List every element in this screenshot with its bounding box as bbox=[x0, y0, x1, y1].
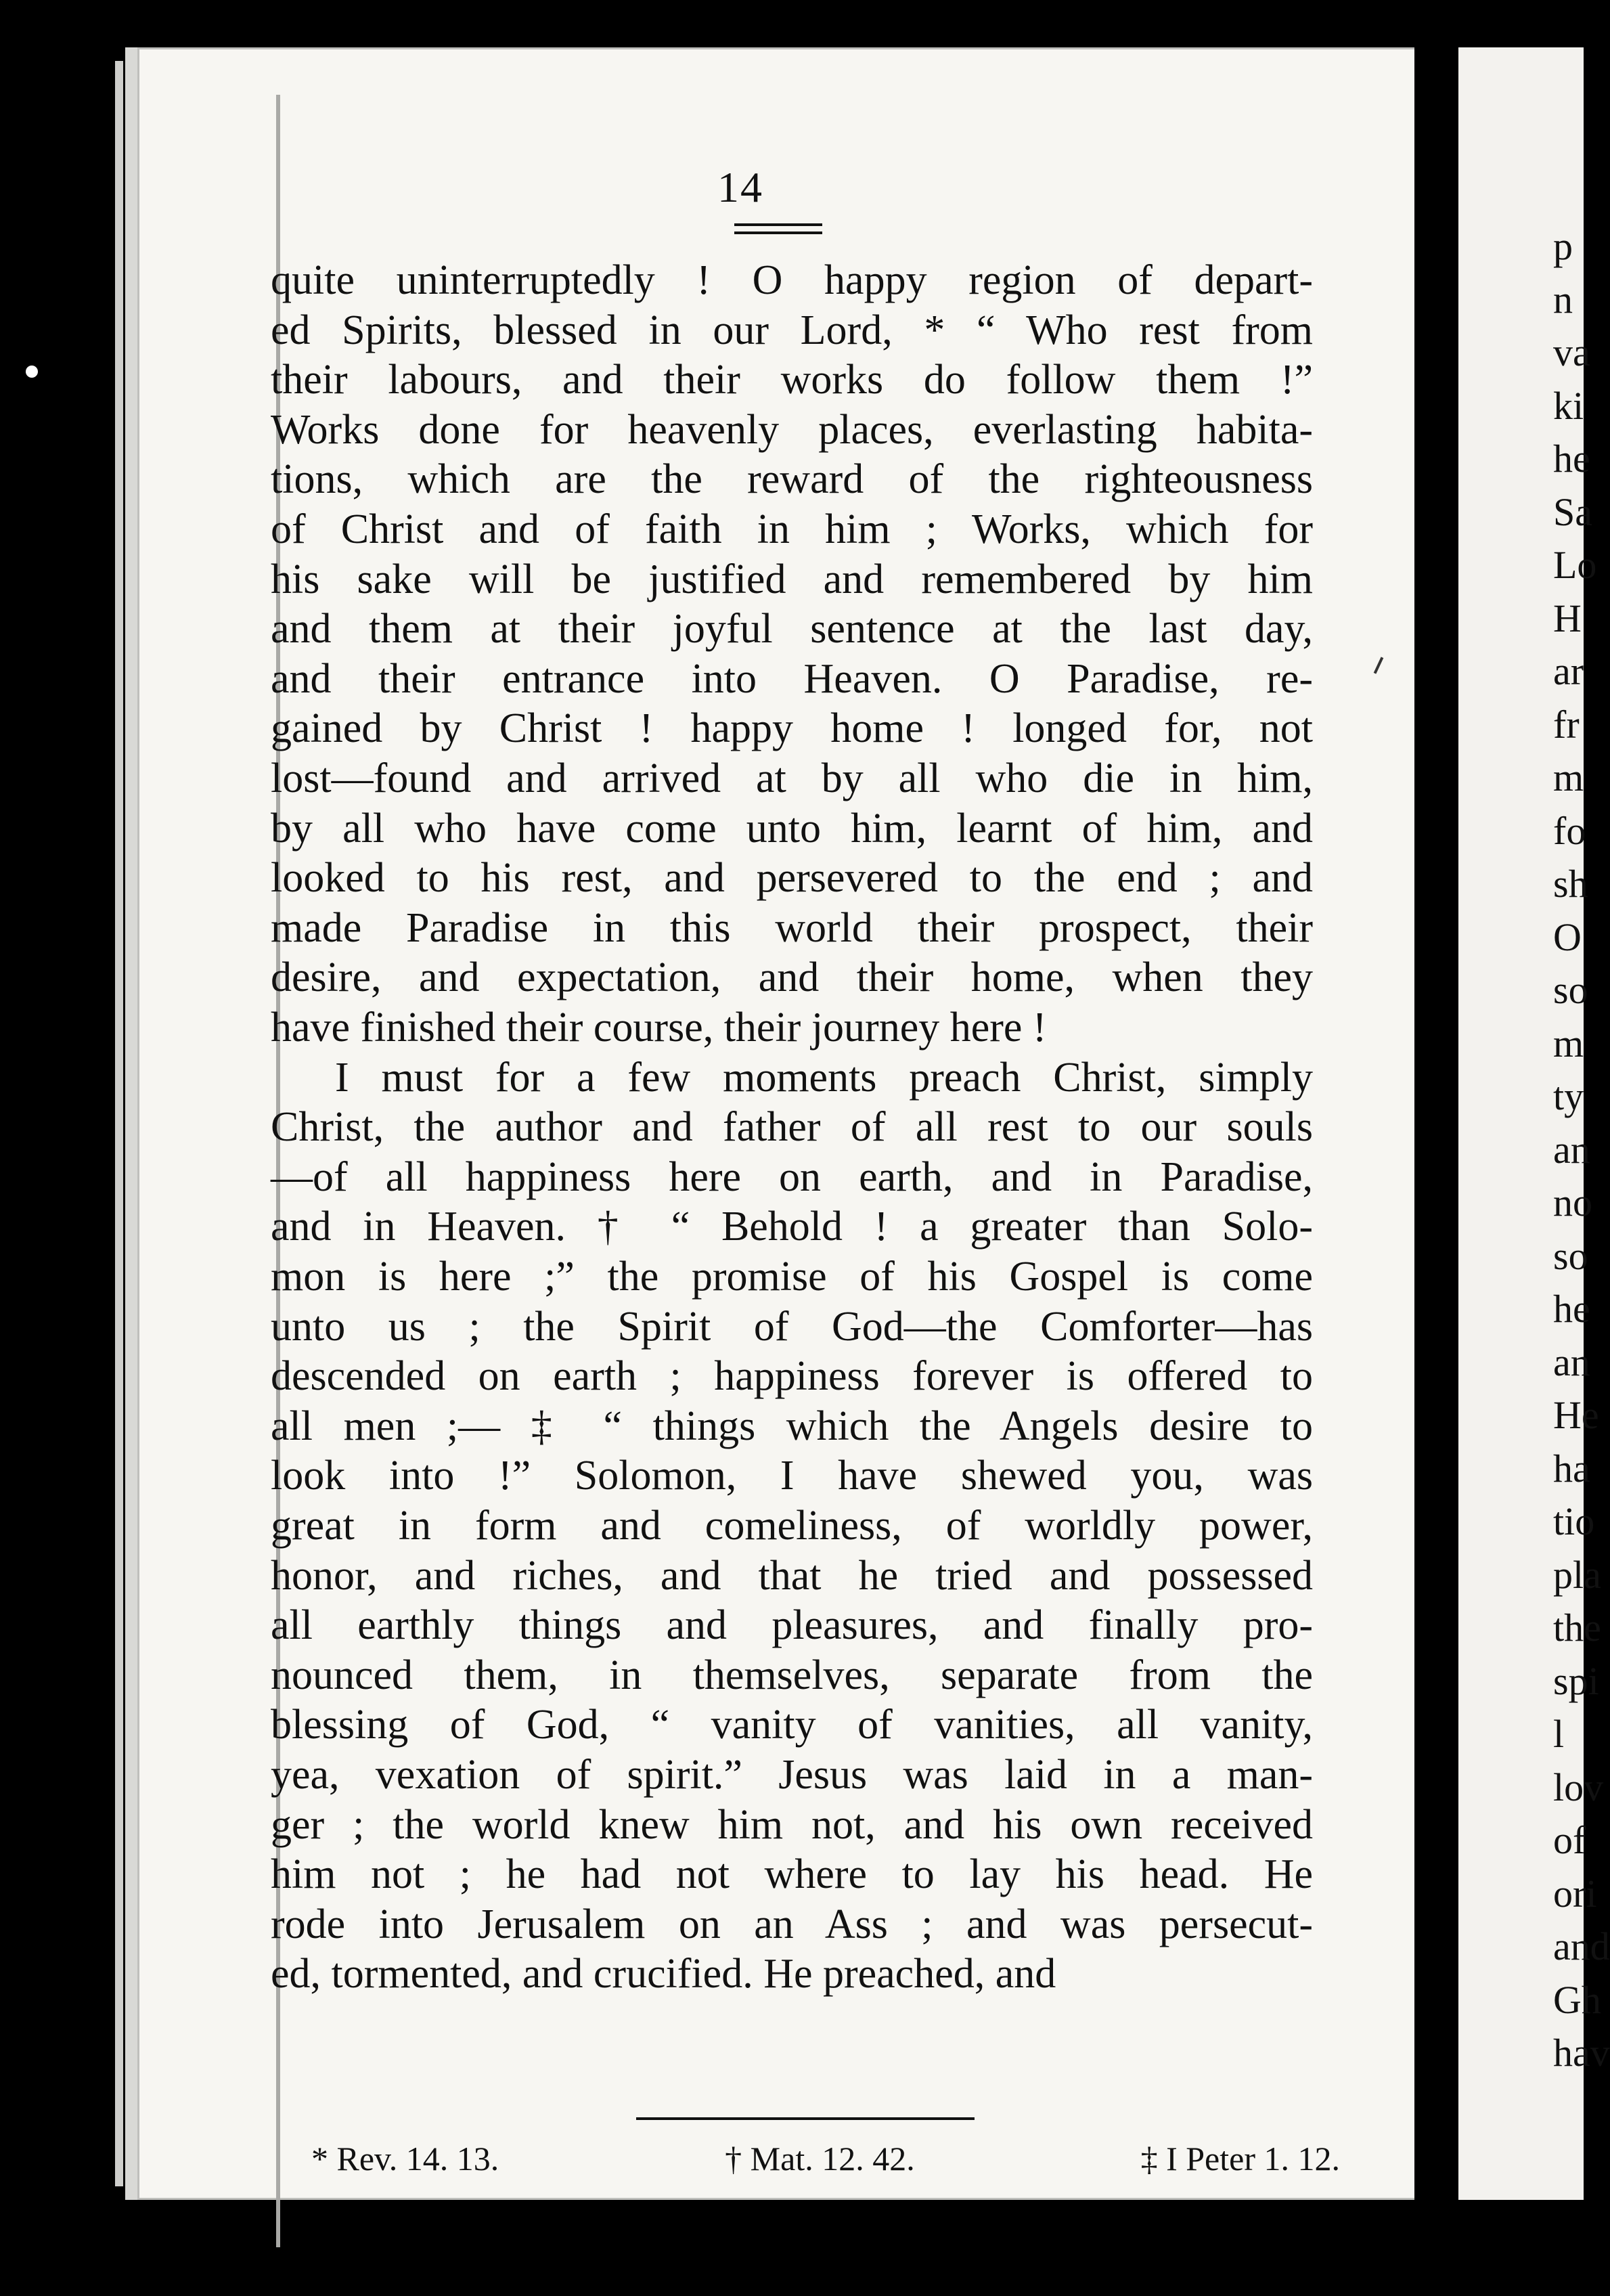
facing-page-fragment: He bbox=[1553, 1393, 1599, 1437]
book-gutter bbox=[1414, 41, 1458, 2207]
text-line: their labours, and their works do follow them !” bbox=[271, 357, 1313, 403]
text-line: —of all happiness here on earth, and in Paradise, bbox=[271, 1153, 1313, 1200]
footnote: ‡ I Peter 1. 12. bbox=[1140, 2140, 1340, 2178]
page-edge bbox=[115, 61, 123, 2186]
footnotes bbox=[311, 2139, 1340, 2178]
facing-page-fragment: lov bbox=[1553, 1765, 1604, 1809]
text-line: blessing of God, “ vanity of vanities, all vanity, bbox=[271, 1702, 1313, 1748]
facing-page-fragment: H bbox=[1553, 596, 1582, 640]
text-line: Christ, the author and father of all rest to our souls bbox=[271, 1104, 1313, 1151]
text-line: descended on earth ; happiness forever is offered to bbox=[271, 1353, 1313, 1400]
facing-page-fragment: m bbox=[1553, 1021, 1584, 1065]
facing-page-fragment: ki bbox=[1553, 383, 1584, 428]
text-line: all earthly things and pleasures, and finally pro- bbox=[271, 1602, 1313, 1649]
facing-page-fragment: fr bbox=[1553, 702, 1580, 747]
facing-page-fragment: p bbox=[1553, 224, 1573, 268]
facing-page-fragment: of bbox=[1553, 1818, 1586, 1862]
text-line: ger ; the world knew him not, and his own received bbox=[271, 1801, 1313, 1848]
text-line: him not ; he had not where to lay his head. He bbox=[271, 1851, 1313, 1898]
text-line: all men ;— ‡ “ things which the Angels desire to bbox=[271, 1403, 1313, 1449]
facing-page-fragment: sh bbox=[1553, 862, 1588, 906]
text-line: made Paradise in this world their prospect, their bbox=[271, 904, 1313, 951]
facing-page-fragment: so bbox=[1553, 1233, 1588, 1278]
facing-page-fragment: O bbox=[1553, 914, 1582, 959]
facing-page-fragment: ar bbox=[1553, 649, 1584, 693]
text-line: by all who have come unto him, learnt of him, and bbox=[271, 805, 1313, 852]
facing-page-fragment: he bbox=[1553, 437, 1590, 481]
text-line: great in form and comeliness, of worldly power, bbox=[271, 1503, 1313, 1549]
facing-page-fragment: hav bbox=[1553, 2031, 1610, 2075]
text-line: Works done for heavenly places, everlasting habita- bbox=[271, 406, 1313, 453]
facing-page-fragment: ha bbox=[1553, 1446, 1590, 1491]
facing-page-fragment: no bbox=[1553, 1180, 1592, 1224]
text-line: nounced them, in themselves, separate from the bbox=[271, 1652, 1313, 1698]
facing-page-fragment: and bbox=[1553, 1924, 1610, 1968]
facing-page-fragment: he bbox=[1553, 1287, 1590, 1331]
text-line: honor, and riches, and that he tried and possessed bbox=[271, 1552, 1313, 1599]
text-line: ed, tormented, and crucified. He preached, and bbox=[271, 1951, 1056, 1997]
facing-page-fragment: tio bbox=[1553, 1499, 1595, 1543]
facing-page-fragment: Gh bbox=[1553, 1977, 1601, 2022]
facing-page-fragment: l bbox=[1553, 1712, 1565, 1756]
text-line: unto us ; the Spirit of God—the Comforter—has bbox=[271, 1303, 1313, 1350]
page-number-rule bbox=[734, 231, 822, 234]
footnote: * Rev. 14. 13. bbox=[311, 2140, 499, 2178]
page-number: 14 bbox=[717, 163, 763, 211]
text-line: looked to his rest, and persevered to the end ; and bbox=[271, 855, 1313, 902]
text-line: rode into Jerusalem on an Ass ; and was persecut- bbox=[271, 1901, 1313, 1947]
text-line: desire, and expectation, and their home, when they bbox=[271, 954, 1313, 1001]
facing-page-fragment: n bbox=[1553, 277, 1573, 322]
text-line: and in Heaven. † “ Behold ! a greater than Solo- bbox=[271, 1204, 1313, 1250]
text-line: look into !” Solomon, I have shewed you, was bbox=[271, 1453, 1313, 1499]
facing-page-fragment: ori bbox=[1553, 1871, 1597, 1916]
facing-page-fragment: va bbox=[1553, 330, 1590, 374]
facing-page-fragment: fo bbox=[1553, 808, 1586, 853]
facing-page-fragment: Sa bbox=[1553, 489, 1592, 534]
facing-page-fragment: so bbox=[1553, 968, 1588, 1012]
text-line: have finished their course, their journey here ! bbox=[271, 1005, 1047, 1051]
facing-page-fragment: ty bbox=[1553, 1074, 1584, 1118]
facing-page-fragment: m bbox=[1553, 755, 1584, 799]
text-line: yea, vexation of spirit.” Jesus was laid in a man- bbox=[271, 1752, 1313, 1798]
text-line: of Christ and of faith in him ; Works, which for bbox=[271, 506, 1313, 552]
text-line: quite uninterruptedly ! O happy region of depart- bbox=[271, 257, 1313, 303]
facing-page-fragment: an bbox=[1553, 1340, 1590, 1384]
text-line: and their entrance into Heaven. O Paradise, re- bbox=[271, 655, 1313, 702]
text-line: mon is here ;” the promise of his Gospel is come bbox=[271, 1254, 1313, 1300]
margin-spot bbox=[26, 366, 38, 378]
footnote: † Mat. 12. 42. bbox=[725, 2140, 915, 2178]
facing-page-fragment: an bbox=[1553, 1127, 1590, 1172]
footnote-rule bbox=[636, 2117, 975, 2120]
text-line: I must for a few moments preach Christ, simply bbox=[335, 1054, 1313, 1101]
facing-page-fragment: the bbox=[1553, 1606, 1601, 1650]
text-line: tions, which are the reward of the righteousness bbox=[271, 456, 1313, 503]
facing-page-fragment: pla bbox=[1553, 1552, 1601, 1597]
text-line: ed Spirits, blessed in our Lord, * “ Who rest from bbox=[271, 307, 1313, 353]
text-line: lost—found and arrived at by all who die in him, bbox=[271, 755, 1313, 801]
text-line: and them at their joyful sentence at the last day, bbox=[271, 606, 1313, 653]
facing-page-fragment: spi bbox=[1553, 1658, 1599, 1703]
text-line: his sake will be justified and remembered by him bbox=[271, 556, 1313, 602]
facing-page-fragment: Lo bbox=[1553, 543, 1597, 587]
text-line: gained by Christ ! happy home ! longed for, not bbox=[271, 705, 1313, 752]
page-number-rule bbox=[734, 223, 822, 226]
